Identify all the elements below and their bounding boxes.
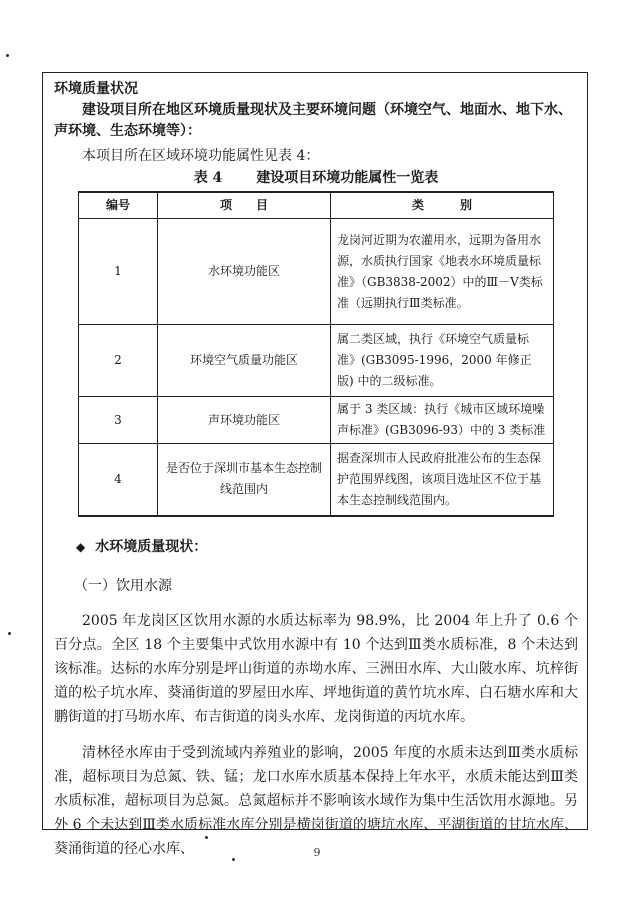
table-number: 表 4 xyxy=(193,170,223,186)
table-row xyxy=(79,397,554,444)
row-category: 属于 3 类区域：执行《城市区域环境噪声标准》(GB3096-93）中的 3 类标准 xyxy=(331,397,554,444)
section-title: 环境质量状况 xyxy=(54,81,138,97)
table-title: 建设项目环境功能属性一览表 xyxy=(256,170,439,186)
environment-function-table xyxy=(78,191,554,517)
row-item: 环境空气质量功能区 xyxy=(158,325,331,397)
table-intro: 本项目所在区域环境功能属性见表 4： xyxy=(82,148,320,164)
row-number: 2 xyxy=(79,325,158,397)
row-item: 水环境功能区 xyxy=(158,219,331,325)
header-number: 编号 xyxy=(79,192,158,219)
page-content xyxy=(54,79,578,861)
header-category: 类 别 xyxy=(331,192,554,219)
row-category: 龙岗河近期为农灌用水，远期为备用水源，水质执行国家《地表水环境质量标准》（GB3838-2002）中的Ⅲ－Ⅴ类标准（远期执行Ⅲ类标准。 xyxy=(331,219,554,325)
reservoir-paragraph: 清林径水库由于受到流域内养殖业的影响，2005 年度的水质未达到Ⅲ类水质标准，超标项目为总氮、铁、锰；龙口水库水质基本保持上年水平，水质未能达到Ⅲ类水质标准，超标项目为总氮。总氮超标并不影响该水域作为集中生活饮用水源地。另外 6 个未达到Ⅲ类水质标准水库分别是横岗街道的塘坑水库、平湖街道的甘坑水库、葵涌街道的径心水库、 xyxy=(54,744,578,857)
row-number: 3 xyxy=(79,397,158,444)
row-category: 据查深圳市人民政府批准公布的生态保护范围界线图，该项目选址区不位于基本生态控制线范围内。 xyxy=(331,444,554,516)
row-number: 1 xyxy=(79,219,158,325)
table-header-row xyxy=(79,192,554,219)
header-item: 项 目 xyxy=(158,192,331,219)
row-item: 声环境功能区 xyxy=(158,397,331,444)
diamond-bullet-icon: ◆ xyxy=(76,539,86,554)
scan-speck xyxy=(8,632,11,635)
row-item: 是否位于深圳市基本生态控制线范围内 xyxy=(158,444,331,516)
table-row xyxy=(79,325,554,397)
environment-question: 建设项目所在地区环境质量现状及主要环境问题（环境空气、地面水、地下水、声环境、生态环境等）： xyxy=(54,102,572,139)
water-section-title: 水环境质量现状： xyxy=(95,538,208,555)
drinking-water-subheading: （一）饮用水源 xyxy=(74,577,172,594)
table-row xyxy=(79,444,554,516)
water-section-heading xyxy=(54,537,578,558)
page-frame xyxy=(42,72,588,857)
row-number: 4 xyxy=(79,444,158,516)
drinking-water-paragraph: 2005 年龙岗区区饮用水源的水质达标率为 98.9%，比 2004 年上升了 0.6 个百分点。全区 18 个主要集中式饮用水源中有 10 个达到Ⅲ类水质标准，8 个未达到该标准。达标的水库分别是坪山街道的赤坳水库、三洲田水库、大山陂水库、坑梓街道的松子坑水库、葵涌街道的罗屋田水库、坪地街道的黄竹坑水库、白石塘水库和大鹏街道的打马坜水库、布吉街道的岗头水库、龙岗街道的丙坑水库。 xyxy=(54,612,578,725)
row-category: 属二类区域，执行《环境空气质量标准》(GB3095-1996，2000 年修正版) 中的二级标准。 xyxy=(331,325,554,397)
table-caption xyxy=(54,169,578,187)
scan-speck xyxy=(6,54,9,57)
page-number: 9 xyxy=(313,846,321,859)
table-row xyxy=(79,219,554,325)
